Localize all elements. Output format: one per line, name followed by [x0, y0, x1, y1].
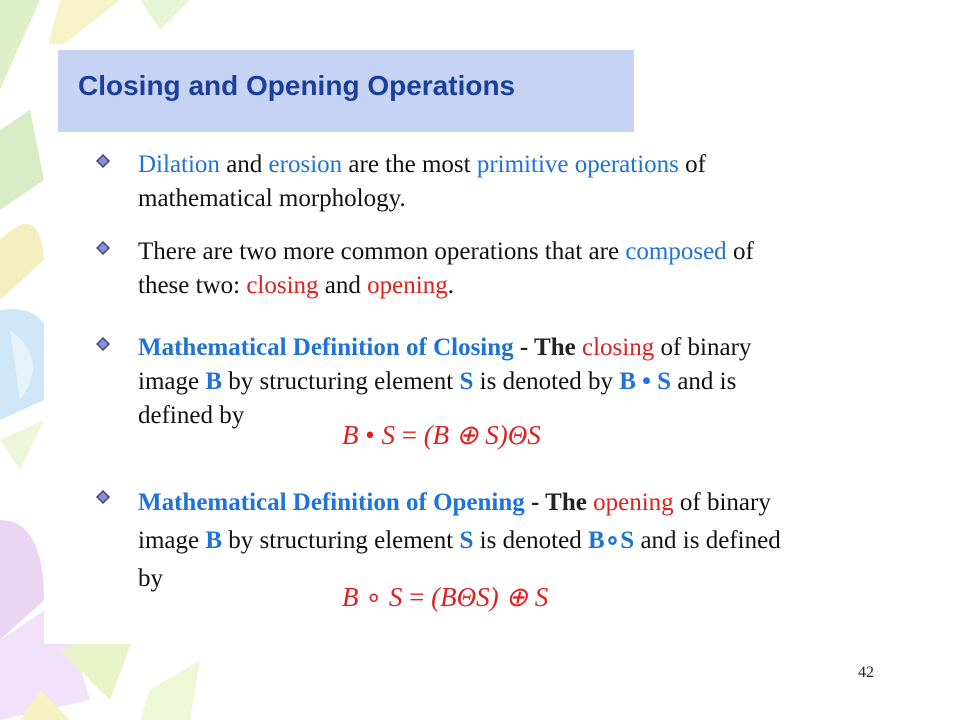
diamond-bullet-icon	[96, 490, 110, 504]
bullet-text: Mathematical Definition of Closing - The closing of binary image B by structuring element S is denoted by B • S and is defined by	[138, 334, 752, 429]
bullet-text: There are two more common operations that are composed of these two: closing and opening.	[138, 238, 754, 299]
page-number: 42	[858, 664, 874, 681]
bullet-text: Dilation and erosion are the most primitive operations of mathematical morphology.	[138, 151, 706, 212]
closing-formula: B • S = (B ⊕ S)ΘS	[342, 420, 541, 450]
diamond-bullet-icon	[96, 154, 110, 168]
slide-title: Closing and Opening Operations	[78, 70, 516, 101]
title-bar	[58, 50, 634, 132]
diamond-bullet-icon	[96, 337, 110, 351]
opening-formula: B ∘ S = (BΘS) ⊕ S	[342, 582, 549, 612]
bullet-text: Mathematical Definition of Opening - The opening of binary image B by structuring element S is denoted B∘S and is defined by	[138, 489, 781, 592]
diamond-bullet-icon	[96, 241, 110, 255]
